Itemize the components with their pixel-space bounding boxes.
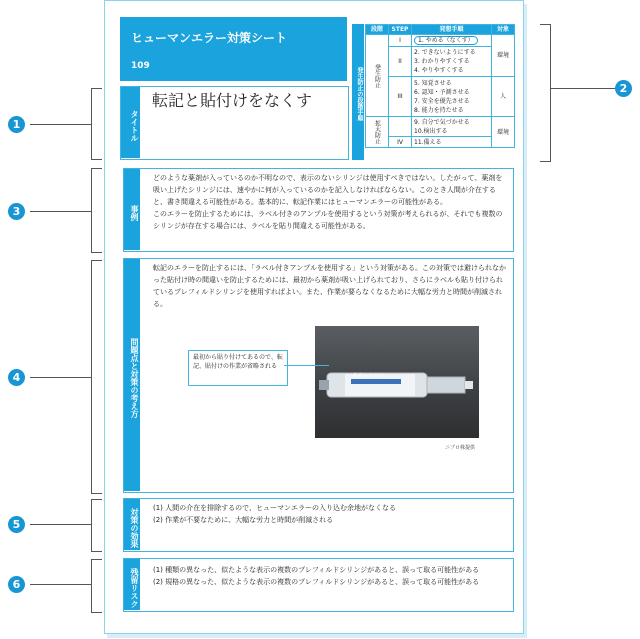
syringe-label: 生食シリンジ <box>353 373 383 379</box>
title-label: タイトル <box>121 87 140 158</box>
effect-text: (1) 人間の介在を排除するので、ヒューマンエラーの入り込む余地がなくなる (2) 作業が不要なために、大幅な労力と時間が削減される <box>153 504 396 524</box>
lead-2 <box>551 88 617 89</box>
col-idea: 発想手順 <box>412 25 492 35</box>
risk-label: 残留リスク <box>124 559 140 610</box>
bracket-5 <box>91 499 102 552</box>
risk-text: (1) 種類の異なった、似たような表示の複数のプレフィルドシリンジがあると、誤って取る可能性がある (2) 規格の異なった、似たような表示の複数のプレフィルドシリンジがあると、誤って取る可能性がある <box>153 566 480 586</box>
phase-expand: 拡大防止 <box>366 117 389 148</box>
bracket-1 <box>91 88 102 160</box>
lead-3 <box>30 211 91 212</box>
steps-table <box>365 24 515 148</box>
sheet-header <box>120 17 347 81</box>
callout-1: 1 <box>8 116 25 133</box>
bracket-3 <box>91 168 102 253</box>
syringe-icon <box>315 326 479 438</box>
step-items-4: 9. 自分で気づかせる 10.検出する <box>412 117 492 137</box>
step-3: III <box>389 77 412 117</box>
syringe-photo <box>315 326 479 438</box>
step-item: 1. やめる（なくす） <box>412 35 492 47</box>
phase-prevent: 発生防止 <box>366 35 389 117</box>
bracket-2 <box>540 24 551 162</box>
callout-5: 5 <box>8 516 25 533</box>
step-2: II <box>389 47 412 77</box>
steps-side-label: 発生防止の段階手順 <box>352 24 364 160</box>
callout-3: 3 <box>8 203 25 220</box>
target-env-1: 環境 <box>492 35 515 77</box>
bracket-4 <box>91 260 102 494</box>
lead-6 <box>30 584 91 585</box>
step-items-3: 5. 知覚させる 6. 認知・予測させる 7. 安全を優先させる 8. 能力を持たせる <box>412 77 492 117</box>
target-person: 人 <box>492 77 515 117</box>
col-phase: 段階 <box>366 25 389 35</box>
photo-credit: ニプロ株提供 <box>445 445 476 451</box>
bracket-6 <box>91 559 102 613</box>
title-text: 転記と貼付けをなくす <box>152 91 313 110</box>
step-1: I <box>389 35 412 47</box>
sheet-number: 109 <box>131 61 150 71</box>
step-items-5: 11.備える <box>412 137 492 148</box>
problem-label: 問題点と対策の考え方 <box>124 259 140 491</box>
callout-2: 2 <box>615 80 632 97</box>
photo-callout: 最初から貼り付けてあるので、転記、貼付けの作業が省略される <box>188 350 288 386</box>
lead-1 <box>30 124 91 125</box>
step-items-2: 2. できないようにする 3. わかりやすくする 4. やりやすくする <box>412 47 492 77</box>
step-4: IV <box>389 137 412 148</box>
effect-label: 対策の効果 <box>124 499 140 550</box>
callout-leader <box>284 365 329 366</box>
col-target: 対象 <box>492 25 515 35</box>
problem-text: 転記のエラーを防止するには、「ラベル付きアンプルを使用する」という対策がある。この対策では避けられなかった貼付け時の間違いを防止するためには、最初から薬剤が吸い上げられており、さらにラベルも貼り付けられているプレフィルドシリンジを使用すればよい。また、作業が要らなくなるために大幅な労力と時間が削減される。 <box>153 264 506 308</box>
callout-4: 4 <box>8 369 25 386</box>
callout-6: 6 <box>8 576 25 593</box>
case-text: どのような薬剤が入っているのか不明なので、表示のないシリンジは使用すべきではない。したがって、薬剤を吸い上げたシリンジには、速やかに何が入っているのかを記入しなければならない。このとき人間が介在すると、書き間違える可能性がある。基本的に、転記作業にはヒューマンエラーの可能性がある。 このエラーを防止するためには、ラベル付きのアンプルを使用するという対策が考えられるが、それでも複数のシリンジが存在する場合には、ラベルを貼り間違える可能性がある。 <box>153 174 503 230</box>
case-label: 事例 <box>124 169 140 250</box>
lead-5 <box>30 524 91 525</box>
col-step: STEP <box>389 25 412 35</box>
sheet-title: ヒューマンエラー対策シート <box>131 31 288 45</box>
lead-4 <box>30 377 91 378</box>
target-env-2: 環境 <box>492 117 515 148</box>
